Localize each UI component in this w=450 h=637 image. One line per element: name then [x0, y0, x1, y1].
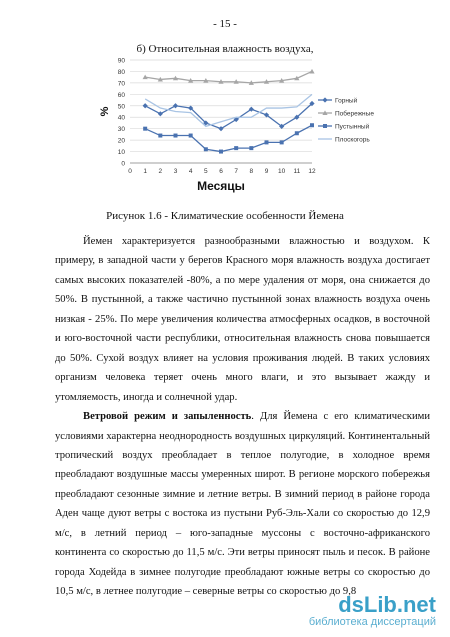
legend-label: Горный: [335, 97, 358, 105]
data-point: [295, 131, 299, 135]
legend-label: Побережные: [335, 110, 374, 118]
y-tick-label: 0: [121, 160, 125, 168]
data-point: [189, 134, 193, 138]
x-tick-label: 0: [128, 168, 132, 175]
legend-label: Пустынный: [335, 123, 370, 131]
x-axis-label: Месяцы: [197, 179, 245, 193]
y-tick-label: 70: [117, 80, 125, 88]
legend-item: [318, 123, 370, 131]
y-tick-label: 40: [117, 114, 125, 122]
series-line: [145, 125, 312, 151]
x-tick-label: 8: [249, 168, 254, 175]
paragraph-wind: [55, 407, 430, 602]
data-point: [173, 103, 178, 108]
data-point: [143, 127, 147, 131]
watermark-logo-tld: .net: [396, 592, 436, 617]
y-tick-label: 20: [117, 137, 125, 145]
data-point: [234, 146, 238, 150]
chart-svg: [99, 55, 374, 205]
series-3: [143, 123, 314, 153]
x-tick-label: 6: [219, 168, 223, 175]
y-tick-label: 30: [117, 126, 125, 134]
x-tick-label: 1: [143, 168, 147, 175]
legend-label: Плоскогорь: [335, 136, 370, 144]
x-tick-label: 12: [308, 168, 316, 175]
x-tick-label: 2: [158, 168, 163, 175]
y-tick-label: 10: [117, 149, 125, 157]
data-point: [204, 147, 208, 151]
legend-item: [318, 137, 370, 144]
data-point: [280, 140, 284, 144]
watermark-subtitle: библиотека диссертаций: [308, 616, 436, 628]
y-tick-label: 60: [117, 91, 125, 99]
watermark-logo-main: dsLib: [338, 592, 397, 617]
data-point: [143, 103, 148, 108]
x-tick-label: 3: [173, 168, 178, 175]
data-point: [323, 124, 327, 128]
x-tick-label: 9: [264, 168, 269, 175]
x-tick-label: 4: [188, 168, 193, 175]
data-point: [249, 146, 253, 150]
x-tick-label: 5: [204, 168, 208, 175]
paragraph-humidity: [55, 232, 430, 407]
body-text: [55, 232, 430, 602]
data-point: [322, 97, 327, 102]
x-tick-label: 10: [278, 168, 286, 175]
x-tick-label: 7: [234, 168, 238, 175]
paragraph-text: . Для Йемена с его климатическими условиями характерна неоднородность воздушных циркуляций. Континентальный тропический воздух преобладает в теплое полугодие, в холодное время преобладают воздушные массы умеренных широт. В регионе морского побережья преобладают сезонные зимние и летние ветры. В зимний период в районе города Аден чаще дуют ветры с востока из пустыни Руб-Эль-Хали со скоростью до 12,9 м/с, в летний период – юго-западные муссоны с восточно-африканского континента со скоростью до 11,5 м/с. Эти ветры приносят пыль и песок. В районе города Ходейда в зимнее полугодие преобладают южные ветры со скоростью до 10,5 м/с, в летнее полугодие – северные ветры со скоростью до 9,8: [55, 411, 430, 598]
figure-caption: Рисунок 1.6 - Климатические особенности Йемена: [106, 210, 344, 222]
x-tick-label: 11: [293, 168, 301, 175]
series-line: [145, 94, 312, 126]
watermark: [309, 594, 436, 629]
series-4: [145, 94, 312, 126]
legend-item: [318, 110, 374, 118]
y-tick-label: 50: [117, 103, 125, 111]
data-point: [174, 134, 178, 138]
y-axis-label: %: [99, 106, 111, 117]
humidity-chart: [99, 55, 374, 205]
paragraph-bold-lead: Ветровой режим и запыленность: [83, 411, 252, 423]
y-tick-label: 90: [117, 57, 125, 65]
figure-subtitle: б) Относительная влажность воздуха,: [136, 43, 314, 55]
page-number: - 15 -: [213, 18, 237, 30]
data-point: [219, 150, 223, 154]
data-point: [158, 134, 162, 138]
y-tick-label: 80: [117, 68, 125, 76]
data-point: [310, 123, 314, 127]
series-line: [145, 71, 312, 82]
data-point: [158, 111, 163, 116]
paragraph-text: Йемен характеризуется разнообразными влажностью и воздухом. К примеру, в западной части у берегов Красного моря влажность воздуха достигает самых высоких показателей -80%, а по мере удаления от моря, она снижается до 50%. В пустынной, а также частично пустынной зонах влажность воздуха очень низкая - 25%. По мере увеличения количества атмосферных осадков, в восточной и юго-восточной части республики, относительная влажность снова повышается до 50%. Сухой воздух влияет на условия проживания людей. В таких условиях организм человека теряет очень много влаги, и это вызывает жажду и утомляемость, иногда и солнечной удар.: [55, 236, 430, 403]
data-point: [265, 140, 269, 144]
watermark-logo: [309, 594, 436, 616]
legend-item: [318, 97, 358, 105]
